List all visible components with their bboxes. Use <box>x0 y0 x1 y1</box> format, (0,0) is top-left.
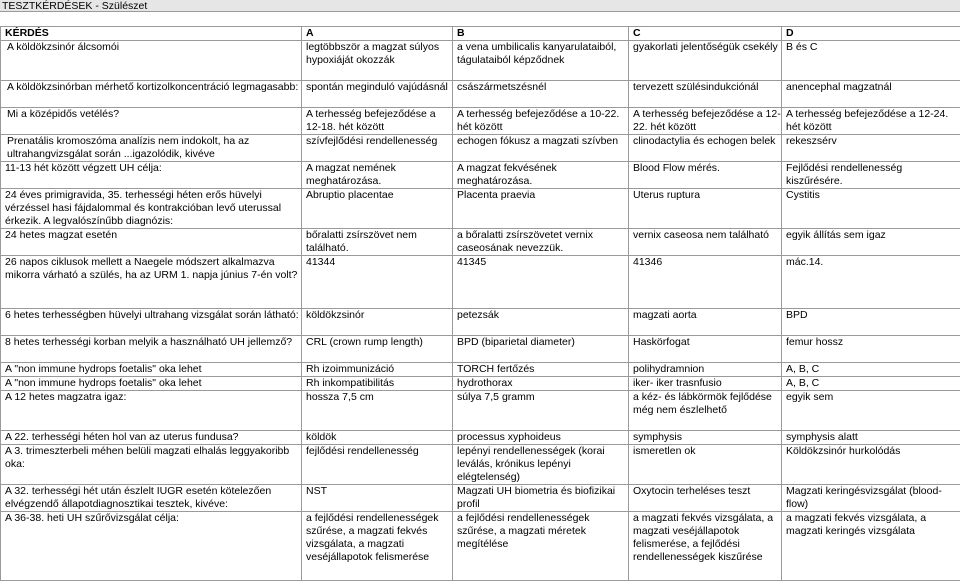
option-d-cell: anencephal magzatnál <box>782 81 960 108</box>
option-a-cell: NST <box>302 485 453 512</box>
option-b-cell: BPD (biparietal diameter) <box>453 336 629 363</box>
option-d-cell: rekeszsérv <box>782 135 960 162</box>
option-a-cell: spontán meginduló vajúdásnál <box>302 81 453 108</box>
table-row <box>1 256 960 309</box>
option-a-cell: fejlődési rendellenesség <box>302 445 453 485</box>
table-row <box>1 445 960 485</box>
option-d-cell: Cystitis <box>782 189 960 229</box>
table-row <box>1 108 960 135</box>
option-a-cell: 41344 <box>302 256 453 309</box>
question-cell: A 32. terhességi hét után észlelt IUGR esetén kötelezően elvégzendő állapotdiagnosztikai tesztek, kivéve: <box>1 485 302 512</box>
option-b-cell: a fejlődési rendellenességek szűrése, a magzati méretek megítélése <box>453 512 629 581</box>
option-c-cell: tervezett szülésindukciónál <box>629 81 782 108</box>
question-cell: 8 hetes terhességi korban melyik a használható UH jellemző? <box>1 336 302 363</box>
option-b-cell: Placenta praevia <box>453 189 629 229</box>
question-cell: A "non immune hydrops foetalis" oka lehet <box>1 377 302 391</box>
option-a-cell: Rh inkompatibilitás <box>302 377 453 391</box>
option-d-cell: egyik sem <box>782 391 960 431</box>
question-cell: A 12 hetes magzatra igaz: <box>1 391 302 431</box>
option-c-cell: iker- iker trasnfusio <box>629 377 782 391</box>
table-row <box>1 431 960 445</box>
option-b-cell: echogen fókusz a magzati szívben <box>453 135 629 162</box>
option-d-cell: A terhesség befejeződése a 12-24. hét között <box>782 108 960 135</box>
option-c-cell: Oxytocin terheléses teszt <box>629 485 782 512</box>
option-a-cell: hossza 7,5 cm <box>302 391 453 431</box>
table-row <box>1 162 960 189</box>
option-c-cell: 41346 <box>629 256 782 309</box>
option-d-cell: B és C <box>782 41 960 81</box>
option-a-cell: Rh izoimmunizáció <box>302 363 453 377</box>
option-b-cell: TORCH fertőzés <box>453 363 629 377</box>
table-row <box>1 135 960 162</box>
table-row <box>1 309 960 336</box>
question-cell: Mi a középidős vetélés? <box>1 108 302 135</box>
option-a-cell: A terhesség befejeződése a 12-18. hét között <box>302 108 453 135</box>
option-d-cell: symphysis alatt <box>782 431 960 445</box>
option-d-cell: Köldökzsinór hurkolódás <box>782 445 960 485</box>
table-row <box>1 41 960 81</box>
question-cell: A 36-38. heti UH szűrővizsgálat célja: <box>1 512 302 581</box>
option-c-cell: gyakorlati jelentőségük csekély <box>629 41 782 81</box>
option-b-cell: császármetszésnél <box>453 81 629 108</box>
option-c-cell: symphysis <box>629 431 782 445</box>
option-b-cell: A magzat fekvésének meghatározása. <box>453 162 629 189</box>
option-c-cell: Blood Flow mérés. <box>629 162 782 189</box>
table-row <box>1 363 960 377</box>
question-table <box>0 26 960 581</box>
option-b-cell: a vena umbilicalis kanyarulataiból, tágulataiból képződnek <box>453 41 629 81</box>
option-d-cell: a magzati fekvés vizsgálata, a magzati keringés vizsgálata <box>782 512 960 581</box>
table-row <box>1 81 960 108</box>
option-a-cell: szívfejlődési rendellenesség <box>302 135 453 162</box>
option-d-cell: A, B, C <box>782 377 960 391</box>
table-row <box>1 485 960 512</box>
option-c-cell: polihydramnion <box>629 363 782 377</box>
header-option-c: C <box>629 27 782 41</box>
header-row <box>1 27 960 41</box>
table-row <box>1 189 960 229</box>
question-cell: A 22. terhességi héten hol van az uterus fundusa? <box>1 431 302 445</box>
option-b-cell: petezsák <box>453 309 629 336</box>
option-a-cell: A magzat nemének meghatározása. <box>302 162 453 189</box>
question-cell: 24 hetes magzat esetén <box>1 229 302 256</box>
option-a-cell: köldök <box>302 431 453 445</box>
question-cell: 24 éves primigravida, 35. terhességi héten erős hüvelyi vérzéssel hasi fájdalommal és kontrakcióban levő uterussal érkezik. A legvalószínűbb diagnózis: <box>1 189 302 229</box>
option-c-cell: vernix caseosa nem található <box>629 229 782 256</box>
option-d-cell: mác.14. <box>782 256 960 309</box>
option-c-cell: a magzati fekvés vizsgálata, a magzati veséjállapotok felismerése, a fejlődési rendellenességek kiszűrése <box>629 512 782 581</box>
header-option-a: A <box>302 27 453 41</box>
option-d-cell: BPD <box>782 309 960 336</box>
option-c-cell: ismeretlen ok <box>629 445 782 485</box>
option-b-cell: a bőralatti zsírszövetet vernix caseosának nevezzük. <box>453 229 629 256</box>
question-cell: 11-13 hét között végzett UH célja: <box>1 162 302 189</box>
option-d-cell: femur hossz <box>782 336 960 363</box>
table-row <box>1 391 960 431</box>
option-b-cell: Magzati UH biometria és biofizikai profil <box>453 485 629 512</box>
option-c-cell: A terhesség befejeződése a 12-22. hét között <box>629 108 782 135</box>
option-c-cell: a kéz- és lábkörmök fejlődése még nem észlelhető <box>629 391 782 431</box>
option-c-cell: Uterus ruptura <box>629 189 782 229</box>
option-d-cell: Magzati keringésvizsgálat (blood-flow) <box>782 485 960 512</box>
option-a-cell: CRL (crown rump length) <box>302 336 453 363</box>
table-row <box>1 229 960 256</box>
question-cell: Prenatális kromoszóma analízis nem indokolt, ha az ultrahangvizsgálat során ...igazolódik, kivéve <box>1 135 302 162</box>
question-cell: A köldökzsinór álcsomói <box>1 41 302 81</box>
option-a-cell: a fejlődési rendellenességek szűrése, a magzati fekvés vizsgálata, a magzati veséjállapotok felismerése <box>302 512 453 581</box>
question-cell: 6 hetes terhességben hüvelyi ultrahang vizsgálat során látható: <box>1 309 302 336</box>
option-d-cell: Fejlődési rendellenesség kiszűrésére. <box>782 162 960 189</box>
question-cell: A "non immune hydrops foetalis" oka lehet <box>1 363 302 377</box>
table-row <box>1 512 960 581</box>
option-c-cell: magzati aorta <box>629 309 782 336</box>
option-a-cell: köldökzsinór <box>302 309 453 336</box>
option-a-cell: bőralatti zsírszövet nem található. <box>302 229 453 256</box>
option-b-cell: A terhesség befejeződése a 10-22. hét között <box>453 108 629 135</box>
option-a-cell: legtöbbször a magzat súlyos hypoxiáját okozzák <box>302 41 453 81</box>
option-b-cell: processus xyphoideus <box>453 431 629 445</box>
table-row <box>1 377 960 391</box>
header-question: KÉRDÉS <box>1 27 302 41</box>
header-option-d: D <box>782 27 960 41</box>
option-d-cell: egyik állítás sem igaz <box>782 229 960 256</box>
header-option-b: B <box>453 27 629 41</box>
question-cell: A 3. trimeszterbeli méhen belüli magzati elhalás leggyakoribb oka: <box>1 445 302 485</box>
option-b-cell: hydrothorax <box>453 377 629 391</box>
table-row <box>1 336 960 363</box>
option-a-cell: Abruptio placentae <box>302 189 453 229</box>
option-d-cell: A, B, C <box>782 363 960 377</box>
option-b-cell: lepényi rendellenességek (korai leválás, krónikus lepényi elégtelenség) <box>453 445 629 485</box>
option-b-cell: 41345 <box>453 256 629 309</box>
option-c-cell: Haskörfogat <box>629 336 782 363</box>
option-b-cell: súlya 7,5 gramm <box>453 391 629 431</box>
question-cell: 26 napos ciklusok mellett a Naegele módszert alkalmazva mikorra várható a szülés, ha az URM 1. napja június 7-én volt? <box>1 256 302 309</box>
question-cell: A köldökzsinórban mérhető kortizolkoncentráció legmagasabb: <box>1 81 302 108</box>
document-title: TESZTKÉRDÉSEK - Szülészet <box>0 0 960 12</box>
option-c-cell: clinodactylia és echogen belek <box>629 135 782 162</box>
